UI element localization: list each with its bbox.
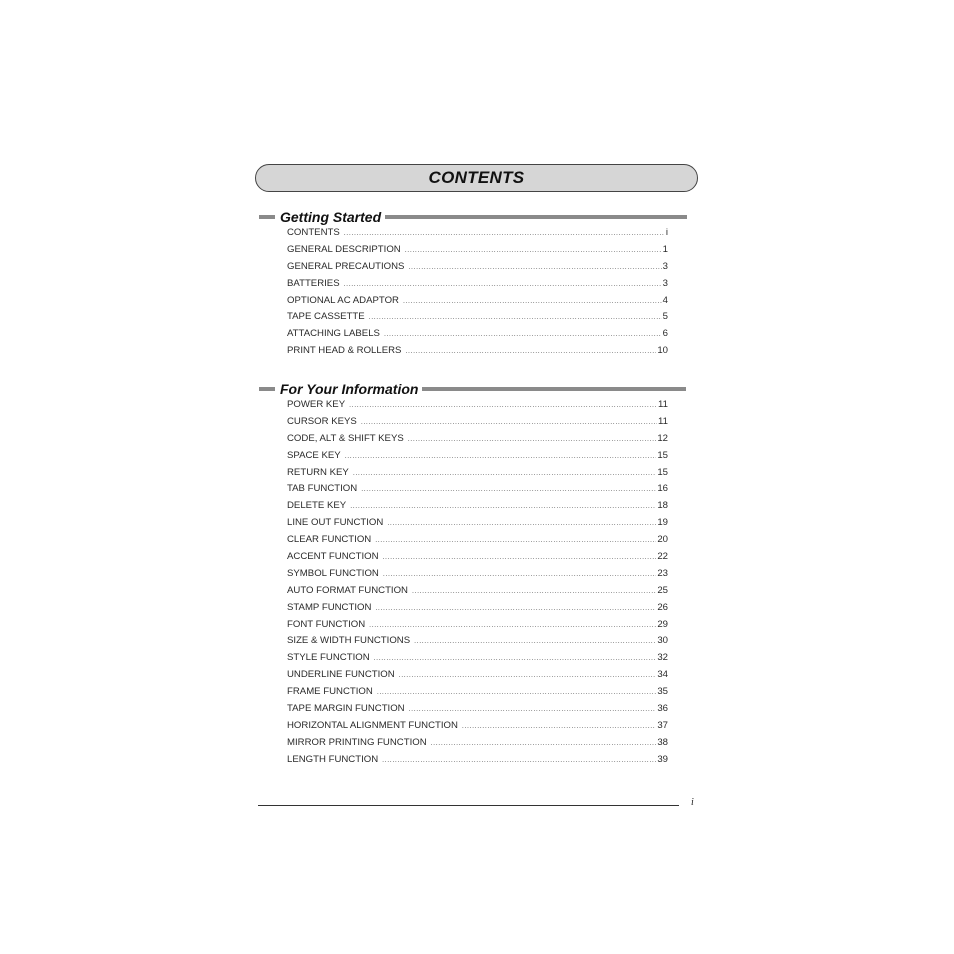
toc-entry-label: FRAME FUNCTION bbox=[287, 686, 373, 698]
toc-entry-label: TAPE MARGIN FUNCTION bbox=[287, 703, 405, 715]
toc-entry[interactable] bbox=[287, 568, 668, 585]
toc-entry[interactable] bbox=[287, 227, 668, 244]
toc-entry-page: 29 bbox=[657, 618, 668, 630]
dot-leader bbox=[369, 314, 662, 321]
section-heading-text: For Your Information bbox=[280, 381, 419, 397]
dot-leader bbox=[387, 520, 656, 527]
toc-entry-label: ATTACHING LABELS bbox=[287, 328, 380, 340]
toc-entry-page: 22 bbox=[657, 551, 668, 563]
toc-entry-label: OPTIONAL AC ADAPTOR bbox=[287, 294, 399, 306]
toc-entry[interactable] bbox=[287, 500, 668, 517]
toc-entry-label: TAB FUNCTION bbox=[287, 483, 358, 495]
toc-entry-page: 18 bbox=[657, 500, 668, 512]
dot-leader bbox=[344, 281, 662, 288]
toc-entry[interactable] bbox=[287, 652, 668, 669]
toc-entry-label: DELETE KEY bbox=[287, 500, 347, 512]
toc-entry-label: SIZE & WIDTH FUNCTIONS bbox=[287, 635, 411, 647]
toc-entry-page: 30 bbox=[657, 635, 668, 647]
toc-entry-label: HORIZONTAL ALIGNMENT FUNCTION bbox=[287, 719, 458, 731]
dot-leader bbox=[431, 740, 657, 747]
dot-leader bbox=[375, 605, 656, 612]
dot-leader bbox=[408, 436, 657, 443]
dot-leader bbox=[361, 419, 657, 426]
toc-entry-page: 37 bbox=[657, 719, 668, 731]
dot-leader bbox=[405, 247, 662, 254]
dot-leader bbox=[462, 723, 656, 730]
toc-entry[interactable] bbox=[287, 399, 668, 416]
dot-leader bbox=[350, 503, 656, 510]
toc-entry[interactable] bbox=[287, 619, 668, 636]
dot-leader bbox=[369, 622, 656, 629]
heading-rule-left bbox=[259, 387, 275, 391]
dot-leader bbox=[384, 331, 662, 338]
toc-entry-label: CODE, ALT & SHIFT KEYS bbox=[287, 432, 404, 444]
dot-leader bbox=[383, 571, 656, 578]
toc-entry[interactable] bbox=[287, 433, 668, 450]
toc-entry-label: LINE OUT FUNCTION bbox=[287, 517, 384, 529]
toc-entry[interactable] bbox=[287, 686, 668, 703]
toc-entry[interactable] bbox=[287, 737, 668, 754]
toc-entry-page: 5 bbox=[662, 311, 668, 323]
toc-entry[interactable] bbox=[287, 450, 668, 467]
toc-entry-page: 12 bbox=[657, 432, 668, 444]
toc-entry[interactable] bbox=[287, 720, 668, 737]
toc-entry[interactable] bbox=[287, 311, 668, 328]
dot-leader bbox=[383, 554, 657, 561]
section-heading-getting-started bbox=[259, 208, 687, 226]
toc-entry-label: SPACE KEY bbox=[287, 449, 341, 461]
toc-entry-page: 6 bbox=[662, 328, 668, 340]
toc-entry[interactable] bbox=[287, 669, 668, 686]
toc-entry-page: 15 bbox=[657, 449, 668, 461]
toc-entry-page: 38 bbox=[657, 736, 668, 748]
footer-page-number: i bbox=[691, 797, 694, 808]
dot-leader bbox=[405, 348, 656, 355]
toc-entry-label: CLEAR FUNCTION bbox=[287, 534, 372, 546]
page-title: CONTENTS bbox=[428, 168, 525, 187]
toc-entry[interactable] bbox=[287, 467, 668, 484]
toc-entry-label: PRINT HEAD & ROLLERS bbox=[287, 345, 402, 357]
dot-leader bbox=[353, 470, 656, 477]
toc-entry[interactable] bbox=[287, 295, 668, 312]
toc-entry-page: 15 bbox=[657, 466, 668, 478]
toc-entry-page: 35 bbox=[657, 686, 668, 698]
toc-entry[interactable] bbox=[287, 754, 668, 771]
toc-entry-page: 3 bbox=[662, 260, 668, 272]
dot-leader bbox=[399, 672, 657, 679]
toc-entry[interactable] bbox=[287, 328, 668, 345]
toc-entry-page: 36 bbox=[657, 703, 668, 715]
heading-rule-right bbox=[385, 215, 687, 219]
toc-entry[interactable] bbox=[287, 551, 668, 568]
toc-entry[interactable] bbox=[287, 345, 668, 362]
heading-rule-right bbox=[422, 387, 686, 391]
toc-entry-label: SYMBOL FUNCTION bbox=[287, 567, 379, 579]
toc-entry-label: CONTENTS bbox=[287, 227, 340, 238]
toc-entry-label: AUTO FORMAT FUNCTION bbox=[287, 584, 408, 596]
dot-leader bbox=[403, 298, 662, 305]
dot-leader bbox=[409, 706, 657, 713]
toc-list-for-your-information bbox=[287, 399, 668, 771]
heading-rule-left bbox=[259, 215, 275, 219]
section-heading-for-your-information bbox=[259, 380, 686, 398]
toc-entry[interactable] bbox=[287, 261, 668, 278]
toc-entry-label: STYLE FUNCTION bbox=[287, 652, 370, 664]
toc-entry-label: ACCENT FUNCTION bbox=[287, 551, 379, 563]
dot-leader bbox=[382, 757, 656, 764]
toc-entry-label: RETURN KEY bbox=[287, 466, 349, 478]
toc-entry-page: 10 bbox=[657, 345, 668, 357]
toc-entry-label: BATTERIES bbox=[287, 277, 340, 289]
toc-entry-page: 19 bbox=[657, 517, 668, 529]
toc-entry-page: 11 bbox=[658, 399, 668, 410]
dot-leader bbox=[345, 453, 657, 460]
toc-entry[interactable] bbox=[287, 244, 668, 261]
toc-entry-label: STAMP FUNCTION bbox=[287, 601, 372, 613]
dot-leader bbox=[408, 264, 661, 271]
toc-entry-page: 32 bbox=[657, 652, 668, 664]
dot-leader bbox=[374, 655, 657, 662]
toc-entry-label: FONT FUNCTION bbox=[287, 618, 366, 630]
toc-entry[interactable] bbox=[287, 483, 668, 500]
section-heading-text: Getting Started bbox=[280, 209, 382, 225]
dot-leader bbox=[412, 588, 656, 595]
toc-entry-page: 11 bbox=[658, 415, 668, 427]
toc-entry-label: MIRROR PRINTING FUNCTION bbox=[287, 736, 427, 748]
toc-entry-label: GENERAL DESCRIPTION bbox=[287, 243, 401, 255]
dot-leader bbox=[375, 537, 656, 544]
toc-entry-label: LENGTH FUNCTION bbox=[287, 753, 379, 765]
toc-entry[interactable] bbox=[287, 278, 668, 295]
toc-entry-label: TAPE CASSETTE bbox=[287, 311, 365, 323]
dot-leader bbox=[349, 402, 657, 409]
toc-entry-page: 39 bbox=[657, 753, 668, 765]
toc-list-getting-started bbox=[287, 227, 668, 362]
dot-leader bbox=[344, 230, 665, 237]
toc-entry[interactable] bbox=[287, 703, 668, 720]
toc-entry-page: 23 bbox=[657, 567, 668, 579]
toc-entry-page: 25 bbox=[657, 584, 668, 596]
toc-entry-page: 34 bbox=[657, 669, 668, 681]
toc-entry-page: 4 bbox=[662, 294, 668, 306]
toc-entry-label: POWER KEY bbox=[287, 399, 346, 410]
toc-entry-page: 20 bbox=[657, 534, 668, 546]
toc-entry[interactable] bbox=[287, 585, 668, 602]
toc-entry[interactable] bbox=[287, 416, 668, 433]
dot-leader bbox=[377, 689, 657, 696]
footer-rule bbox=[258, 805, 679, 806]
toc-entry-page: 26 bbox=[657, 601, 668, 613]
toc-entry[interactable] bbox=[287, 517, 668, 534]
contents-title-banner bbox=[255, 164, 698, 192]
toc-entry-page: i bbox=[665, 227, 668, 238]
toc-entry-label: CURSOR KEYS bbox=[287, 415, 357, 427]
toc-entry[interactable] bbox=[287, 602, 668, 619]
dot-leader bbox=[361, 486, 656, 493]
dot-leader bbox=[414, 638, 656, 645]
toc-entry-label: GENERAL PRECAUTIONS bbox=[287, 260, 405, 272]
toc-entry-label: UNDERLINE FUNCTION bbox=[287, 669, 395, 681]
toc-entry-page: 3 bbox=[662, 277, 668, 289]
toc-entry-page: 1 bbox=[662, 243, 668, 255]
toc-entry-page: 16 bbox=[657, 483, 668, 495]
toc-entry[interactable] bbox=[287, 635, 668, 652]
toc-entry[interactable] bbox=[287, 534, 668, 551]
